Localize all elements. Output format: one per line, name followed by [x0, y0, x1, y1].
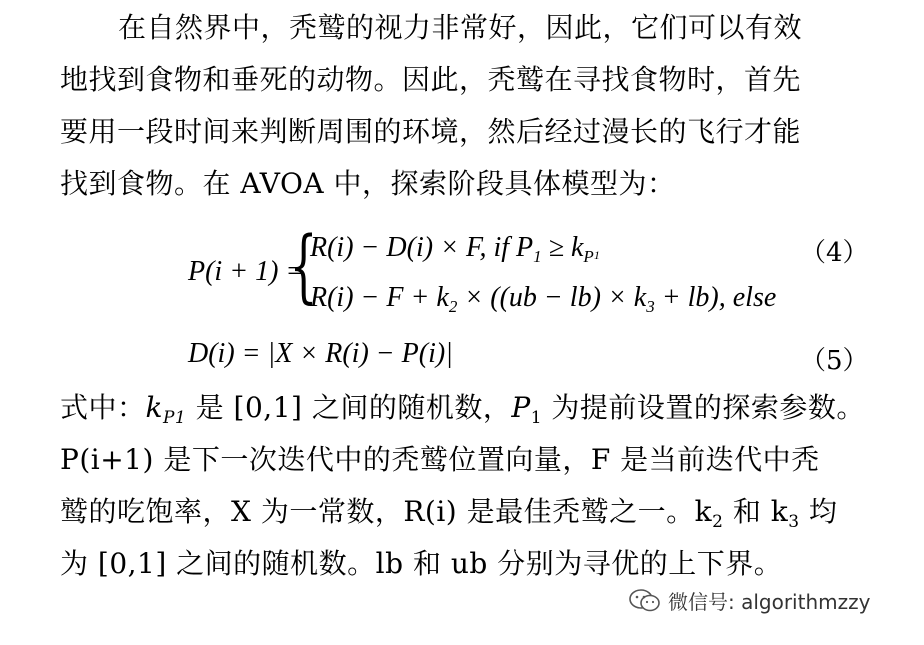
equation-4-case-2: $R(i) - F + k_2 \times ((ub - lb) \times k_3 + lb)$, else — [310, 282, 777, 316]
explain-line-4: 为 [0,1] 之间的随机数。lb 和 ub 分别为寻优的上下界。 — [60, 547, 783, 580]
intro-line-1: 在自然界中，秃鹫的视力非常好，因此，它们可以有效 — [118, 11, 803, 44]
wechat-watermark — [628, 586, 870, 615]
intro-line-3: 要用一段时间来判断周围的环境，然后经过漫长的飞行才能 — [60, 115, 802, 148]
explain-line-1: 式中：$k_{P1}$ 是 [0,1] 之间的随机数，$P_1$ 为提前设置的探索参数。 — [60, 391, 865, 428]
equation-5-expr: D(i) = |X × R(i) − P(i)| — [188, 338, 453, 369]
watermark-text: 微信号: algorithmzzy — [668, 590, 871, 614]
equation-5-number: （5） — [800, 346, 869, 376]
equation-4-lhs: P(i + 1) = — [188, 256, 305, 287]
explain-line-3: 鹫的吃饱率，X 为一常数，R(i) 是最佳秃鹫之一。$k_2$ 和 $k_3$ 均 — [60, 495, 838, 532]
equation-4-brace: { — [289, 219, 318, 312]
intro-line-2: 地找到食物和垂死的动物。因此，秃鹫在寻找食物时，首先 — [60, 63, 802, 96]
wechat-icon — [628, 588, 662, 614]
intro-line-4: 找到食物。在 AVOA 中，探索阶段具体模型为： — [60, 167, 676, 200]
equation-4-case-1: R(i) − D(i) × F, if $P_1 \ge k_P1$ — [310, 232, 600, 266]
explanation-paragraph — [60, 382, 870, 590]
explain-line-2: P(i+1) 是下一次迭代中的秃鹫位置向量，F 是当前迭代中秃 — [60, 443, 820, 476]
equation-4-number: （4） — [800, 238, 869, 268]
intro-paragraph — [60, 2, 870, 210]
